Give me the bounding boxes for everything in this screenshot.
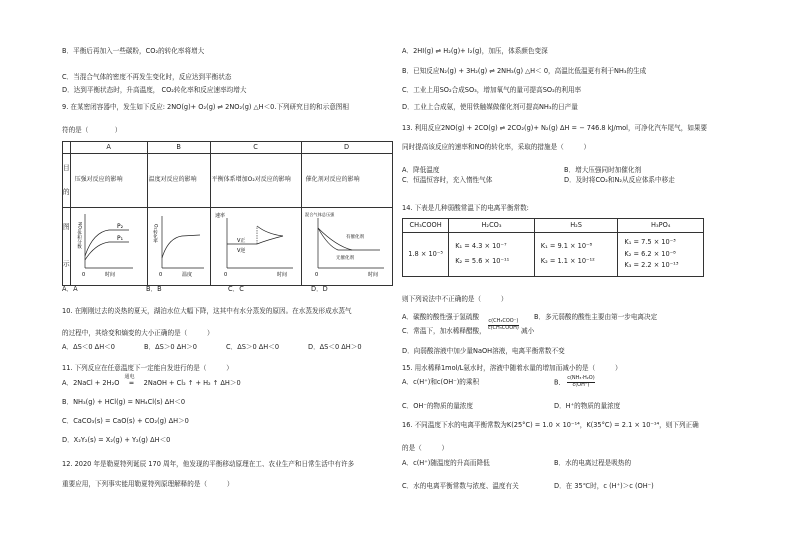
q9-row-graph-char1: 图 [63,222,70,231]
q11-option-b[interactable]: B．NH₃(g) + HCl(g) = NH₄Cl(s) ΔH＜0 [62,398,186,406]
q9-option-d[interactable]: D．D [311,285,328,293]
q14-table [402,218,704,277]
q9-graph-c-v2: V逆 [236,248,246,254]
q8-option-c[interactable]: C．当混合气体的密度不再发生变化时，反应达到平衡状态 [62,73,232,81]
q13-stem-line2: 同时提高该反应的速率和NO的转化率，采取的措施是（ ） [402,143,591,151]
q14-cell-ch3cooh: 1.8 × 10⁻⁵ [403,233,449,277]
q9-graph-c-xlabel: 时间 [276,272,287,278]
q10-option-a[interactable]: A．ΔS＜0 ΔH＜0 [62,343,115,351]
q14-stem: 14. 下表是几种弱酸常温下的电离平衡常数: [402,204,529,212]
q9-graph-b [148,208,210,282]
q9-option-b[interactable]: B．B [146,285,162,293]
q9-graph-a-xlabel: 时间 [104,272,115,278]
q14-head-h3po4: H₃PO₄ [618,219,704,233]
q9-row-purpose-char2: 的 [63,187,70,196]
q9-graph-d-l2: 无催化剂 [335,256,354,261]
q15-b-label: B． [554,378,566,387]
q9-stem-line2: 符的是（ ） [62,126,122,134]
q9-col-a: A [70,142,147,154]
q14-h3po4-k2: K₂ = 6.2 × 10⁻⁸ [624,249,676,258]
q9-col-c: C [210,142,301,154]
q9-purpose-b: 温度对反应的影响 [147,154,210,208]
q13-option-a[interactable]: A．降低温度 [402,166,440,174]
q9-graph-d-cell [301,208,392,286]
q16-option-c[interactable]: C．水的电离平衡常数与浓度、温度有关 [402,482,519,490]
q14-cell-h2co3 [449,233,535,277]
q9-corner-cell [63,142,71,154]
q14-h2co3-k1: K₁ = 4.3 × 10⁻⁷ [455,242,507,251]
q10-stem-line2: 的过程中，其焓变和熵变的大小正确的是（ ） [62,329,214,337]
q12-option-d[interactable]: D．工业上合成氨，使用铁触媒做催化剂可提高NH₃的日产量 [402,103,578,111]
q9-graph-d-xlabel: 时间 [367,272,378,278]
q16-option-d[interactable]: D．在 35℃时，c (H⁺)＞c (OH⁻) [554,482,654,490]
q9-col-b: B [147,142,210,154]
left-column [62,0,392,549]
q11-a-products: 2NaOH + Cl₂ ↑ + H₂ ↑ ΔH＞0 [143,379,241,387]
q11-a-arrow: 通电 ═ [124,374,135,387]
q14-h2co3-k2: K₂ = 5.6 × 10⁻¹¹ [455,257,510,265]
q14-h3po4-k1: K₁ = 7.5 × 10⁻³ [624,238,676,247]
q16-option-a[interactable]: A．c(H⁺)随温度的升高而降低 [402,459,490,467]
q15-option-a[interactable]: A．c(H⁺)和c(OH⁻)的乘积 [402,378,480,386]
q15-b-fraction [567,376,594,389]
q14-option-b[interactable]: B．多元弱酸的酸性主要由第一步电离决定 [534,313,658,321]
q13-option-d[interactable]: D．及时将CO₂和N₂从反应体系中移走 [564,176,675,184]
q9-purpose-c: 平衡体系增加O₂对反应的影响 [210,154,301,208]
q16-option-b[interactable]: B．水的电离过程是吸热的 [554,459,632,467]
q13-option-c[interactable]: C．恒温恒容时，充入惰性气体 [402,176,493,184]
q10-option-d[interactable]: D．ΔS＜0 ΔH＞0 [308,343,362,351]
q12-option-c[interactable]: C．工业上用SO₂合成SO₃，增加氧气的量可提高SO₂的利用率 [402,86,582,94]
q9-graph-b-zero: 0 [158,272,162,278]
q14-question: 则下列说法中不正确的是（ ） [402,295,508,303]
q14-cell-h3po4 [618,233,704,277]
q16-stem-line2: 的是（ ） [402,444,449,452]
q9-graph-d-l1: 有催化剂 [345,235,364,240]
q9-table [62,141,393,286]
q9-stem-line1: 9. 在某密闭容器中，发生如下反应: 2NO(g)+ O₂(g) ⇌ 2NO₂(g) △H＜0.下列研究目的和示意图相 [62,103,349,111]
q9-purpose-a: 压强对反应的影响 [70,154,147,208]
q9-graph-d-ylabel: 混合气体总压强 [304,212,334,217]
q9-row-purpose-head [63,154,71,208]
q9-graph-b-ylabel: O₂转化率 [152,224,158,243]
q9-graph-a-ylabel: NO₂体积分数 [76,222,82,249]
q14-head-ch3cooh: CH₃COOH [403,219,449,233]
q9-purpose-d: 催化剂对反应的影响 [301,154,392,208]
q14-h2s-k2: K₂ = 1.1 × 10⁻¹² [540,257,595,265]
q14-option-a[interactable]: A．碳酸的酸性强于氢硫酸 [402,313,480,321]
q9-graph-a-zero: 0 [81,272,85,278]
q9-graph-b-cell [147,208,210,286]
q12-stem-line2: 重要应用，下列事实能用勒夏特列原理解释的是（ ） [62,480,234,488]
q11-option-d[interactable]: D．X₂Y₂(s) = X₂(g) + Y₂(g) ΔH＜0 [62,436,171,444]
q13-option-b[interactable]: B．增大压强同时加催化剂 [564,166,642,174]
q14-c-fraction [488,319,519,332]
q9-graph-a-cell [70,208,147,286]
q9-row-purpose-char1: 目 [63,163,70,172]
q9-graph-d [302,208,392,282]
q14-h3po4-k3: K₃ = 2.2 × 10⁻¹³ [624,261,679,270]
q11-a-reactants: A．2NaCl + 2H₂O [62,379,120,387]
q9-graph-c-v1: V正 [236,238,246,244]
q8-option-d[interactable]: D．达到平衡状态时，升高温度， CO₂转化率和反应速率均增大 [62,86,247,94]
q12-option-a[interactable]: A．2HI(g) ⇌ H₂(g)+ I₂(g)，加压，体系颜色变深 [402,47,548,55]
q9-graph-c-cell [210,208,301,286]
q10-stem-line1: 10. 在刚刚过去的炎热的夏天，湖泊水位大幅下降，这其中有水分蒸发的原因。在水蒸发形成水蒸气 [62,307,352,315]
q9-graph-b-xlabel: 温度 [181,272,192,278]
q9-option-a[interactable]: A．A [62,285,78,293]
q11-option-c[interactable]: C．CaCO₃(s) = CaO(s) + CO₂(g) ΔH＞0 [62,417,189,425]
q9-graph-c [211,208,301,282]
q9-row-graph-head [63,208,71,286]
q9-graph-a-p1: P₁ [116,235,123,242]
q9-graph-c-ylabel: 速率 [214,213,225,219]
q14-head-h2co3: H₂CO₃ [449,219,535,233]
q15-b-numerator: c(NH₃·H₂O) [567,375,595,381]
q14-c-suffix: 减小 [520,327,535,336]
q9-option-c[interactable]: C．C [228,285,244,293]
q15-b-denominator: c(OH⁻) [572,381,590,388]
q9-graph-a [71,208,147,282]
q14-c-text: C．常温下，加水稀释醋酸， [402,327,486,336]
q10-option-c[interactable]: C．ΔS＞0 ΔH＜0 [226,343,280,351]
q15-stem: 15. 用水稀释1mol/L氨水时，溶液中随着水量的增加而减小的是（ ） [402,364,622,372]
q10-option-b[interactable]: B．ΔS＞0 ΔH＞0 [144,343,197,351]
q11-option-a[interactable] [62,374,241,388]
q12-option-b[interactable]: B．已知反应N₂(g) + 3H₂(g) ⇌ 2NH₃(g) △H＜ 0，高温比低温更有利于NH₃的生成 [402,67,647,75]
q14-c-denominator: c(CH₃COOH) [487,324,519,331]
q9-col-d: D [301,142,392,154]
q13-stem-line1: 13. 利用反应2NO(g) + 2CO(g) ⇌ 2CO₂(g)+ N₂(g) ΔH = − 746.8 kJ/mol，可净化汽车尾气，如果要 [402,124,708,132]
q9-graph-a-p2: P₂ [116,223,123,230]
q14-option-c[interactable] [402,318,535,336]
q14-head-h2s: H₂S [534,219,618,233]
q14-cell-h2s [534,233,618,277]
q14-c-numerator: c(CH₃COO⁻) [488,318,519,324]
q11-stem: 11. 下列反应在任意温度下一定能自发进行的是（ ） [62,364,233,372]
q9-row-graph-char2: 示 [63,260,70,269]
q9-graph-c-zero: 0 [223,272,227,278]
q15-option-b[interactable] [554,376,595,389]
q15-option-d[interactable]: D．H⁺的物质的量浓度 [554,402,621,410]
q11-a-condition: 通电 [124,374,135,380]
q14-h2s-k1: K₁ = 9.1 × 10⁻⁸ [540,242,593,251]
q12-stem-line1: 12. 2020 年是勒夏特列诞辰 170 周年，他发现的平衡移动原理在工、农业生产和日常生活中有许多 [62,460,355,468]
q14-option-d[interactable]: D．向弱酸溶液中加少量NaOH溶液，电离平衡常数不变 [402,347,565,355]
q15-option-c[interactable]: C．OH⁻的物质的量浓度 [402,402,473,410]
q16-stem-line1: 16. 不同温度下水的电离平衡常数为K(25°C) = 1.0 × 10⁻¹⁴，K(35°C) = 2.1 × 10⁻¹⁴，则下列正确 [402,421,699,429]
right-column [402,0,782,549]
q9-graph-d-zero: 0 [314,272,318,278]
q8-option-b[interactable]: B．平衡后再加入一些碳粉，CO₂的转化率将增大 [62,47,205,55]
